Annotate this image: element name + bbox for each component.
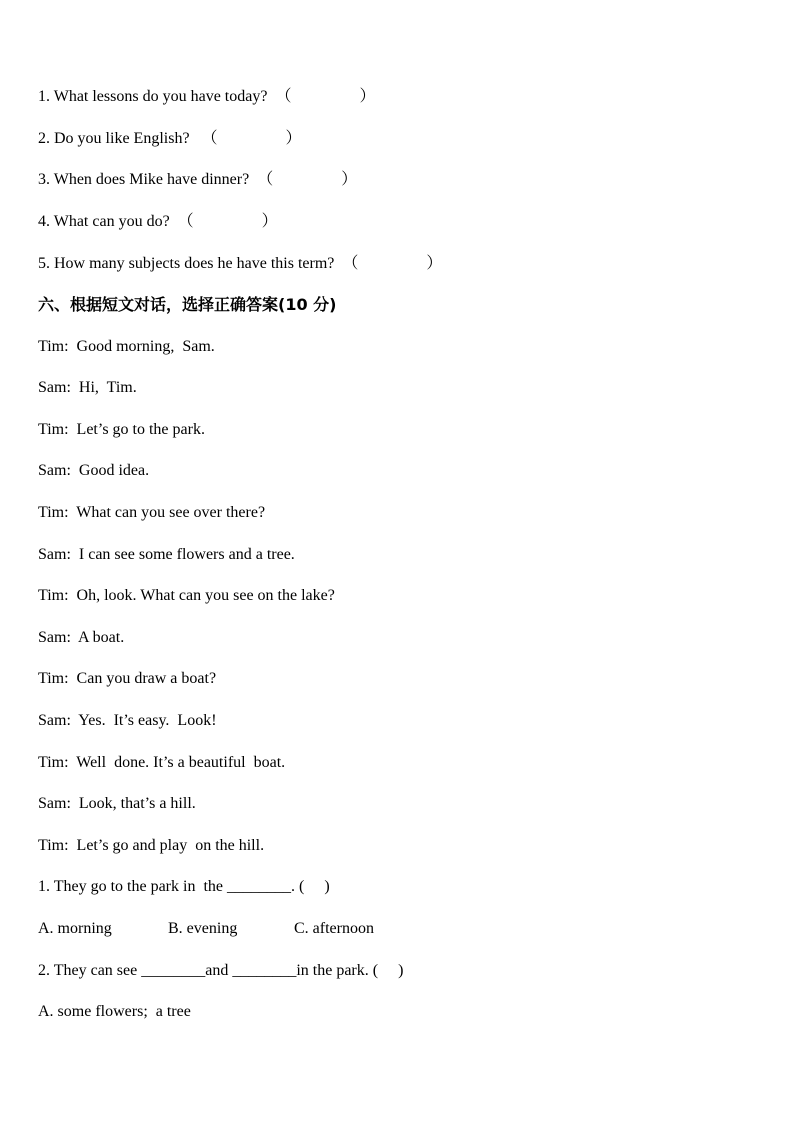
option-c: C. afternoon <box>294 920 374 937</box>
question-line-1: 1. What lessons do you have today? （ ） <box>38 88 376 105</box>
dialogue-line: Tim: Let’s go to the park. <box>38 421 205 438</box>
section-heading: 六、根据短文对话，选择正确答案(10 分) <box>38 295 337 314</box>
dialogue-line: Tim: Let’s go and play on the hill. <box>38 837 265 854</box>
dialogue-line: Sam: Yes. It’s easy. Look! <box>38 712 217 729</box>
dialogue-line: Sam: I can see some flowers and a tree. <box>38 546 295 563</box>
dialogue-line: Sam: Look, that’s a hill. <box>38 795 196 812</box>
question-2-text: 2. They can see ________and ________in the park. ( ) <box>38 962 404 979</box>
option-a: A. some flowers; a tree <box>38 1003 191 1020</box>
dialogue-line: Sam: Hi, Tim. <box>38 379 137 396</box>
dialogue-line: Tim: Well done. It’s a beautiful boat. <box>38 754 286 771</box>
option-a: A. morning <box>38 920 112 937</box>
dialogue-line: Tim: What can you see over there? <box>38 504 266 521</box>
option-b: B. evening <box>168 920 238 937</box>
dialogue-line: Tim: Can you draw a boat? <box>38 670 217 687</box>
dialogue-line: Sam: A boat. <box>38 629 125 646</box>
dialogue-line: Tim: Oh, look. What can you see on the lake? <box>38 587 335 604</box>
question-line-2: 2. Do you like English? （ ） <box>38 130 302 147</box>
question-line-3: 3. When does Mike have dinner? （ ） <box>38 171 358 188</box>
question-line-4: 4. What can you do? （ ） <box>38 213 278 230</box>
dialogue-line: Sam: Good idea. <box>38 462 150 479</box>
question-line-5: 5. How many subjects does he have this term? （ ） <box>38 255 443 272</box>
question-1-text: 1. They go to the park in the ________. ( ) <box>38 878 330 895</box>
dialogue-line: Tim: Good morning, Sam. <box>38 338 215 355</box>
